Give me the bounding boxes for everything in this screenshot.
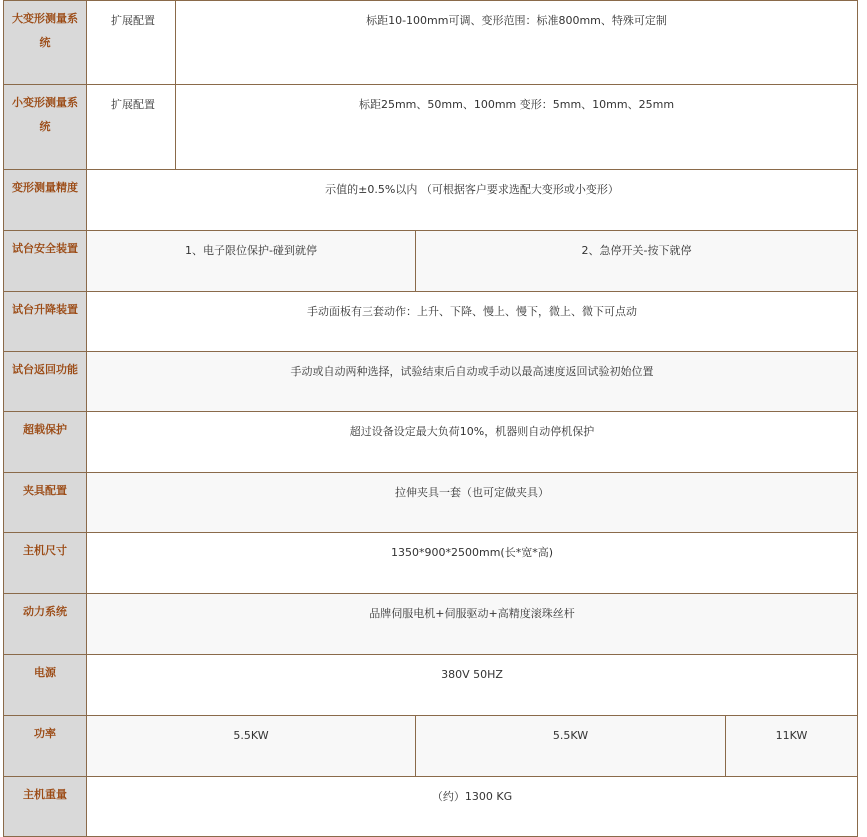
row-label: 功率 — [4, 716, 87, 777]
row-label: 主机尺寸 — [4, 533, 87, 594]
row-label: 主机重量 — [4, 777, 87, 837]
row-label: 试台安全装置 — [4, 231, 87, 292]
table-row — [4, 412, 858, 473]
value-cell: 380V 50HZ — [87, 655, 858, 716]
row-label: 超载保护 — [4, 412, 87, 473]
config-type-cell: 扩展配置 — [87, 1, 176, 85]
row-label: 大变形测量系统 — [4, 1, 87, 85]
value-cell: 标距25mm、50mm、100mm 变形：5mm、10mm、25mm — [176, 85, 858, 170]
row-label: 变形测量精度 — [4, 170, 87, 231]
table-row — [4, 231, 858, 292]
value-cell: 标距10-100mm可调、变形范围：标准800mm、特殊可定制 — [176, 1, 858, 85]
value-cell: 示值的±0.5%以内 （可根据客户要求选配大变形或小变形） — [87, 170, 858, 231]
value-cell: （约）1300 KG — [87, 777, 858, 837]
value-cell: 5.5KW — [416, 716, 726, 777]
value-cell: 11KW — [726, 716, 858, 777]
table-row — [4, 1, 858, 85]
value-cell: 超过设备设定最大负荷10%，机器则自动停机保护 — [87, 412, 858, 473]
value-cell: 品牌伺服电机+伺服驱动+高精度滚珠丝杆 — [87, 594, 858, 655]
value-cell: 1、电子限位保护-碰到就停 — [87, 231, 416, 292]
row-label: 动力系统 — [4, 594, 87, 655]
row-label: 夹具配置 — [4, 473, 87, 533]
spec-table — [3, 0, 858, 837]
value-cell: 1350*900*2500mm(长*宽*高) — [87, 533, 858, 594]
value-cell: 手动面板有三套动作：上升、下降、慢上、慢下，微上、微下可点动 — [87, 292, 858, 352]
value-cell: 5.5KW — [87, 716, 416, 777]
table-row — [4, 170, 858, 231]
config-type-cell: 扩展配置 — [87, 85, 176, 170]
row-label: 电源 — [4, 655, 87, 716]
table-row — [4, 777, 858, 837]
table-row — [4, 292, 858, 352]
value-cell: 手动或自动两种选择，试验结束后自动或手动以最高速度返回试验初始位置 — [87, 352, 858, 412]
value-cell: 拉伸夹具一套（也可定做夹具） — [87, 473, 858, 533]
table-row — [4, 473, 858, 533]
row-label: 试台升降装置 — [4, 292, 87, 352]
table-row — [4, 533, 858, 594]
row-label: 试台返回功能 — [4, 352, 87, 412]
table-row — [4, 352, 858, 412]
table-row — [4, 594, 858, 655]
value-cell: 2、急停开关-按下就停 — [416, 231, 858, 292]
table-row — [4, 85, 858, 170]
table-row — [4, 655, 858, 716]
table-row — [4, 716, 858, 777]
row-label: 小变形测量系统 — [4, 85, 87, 170]
